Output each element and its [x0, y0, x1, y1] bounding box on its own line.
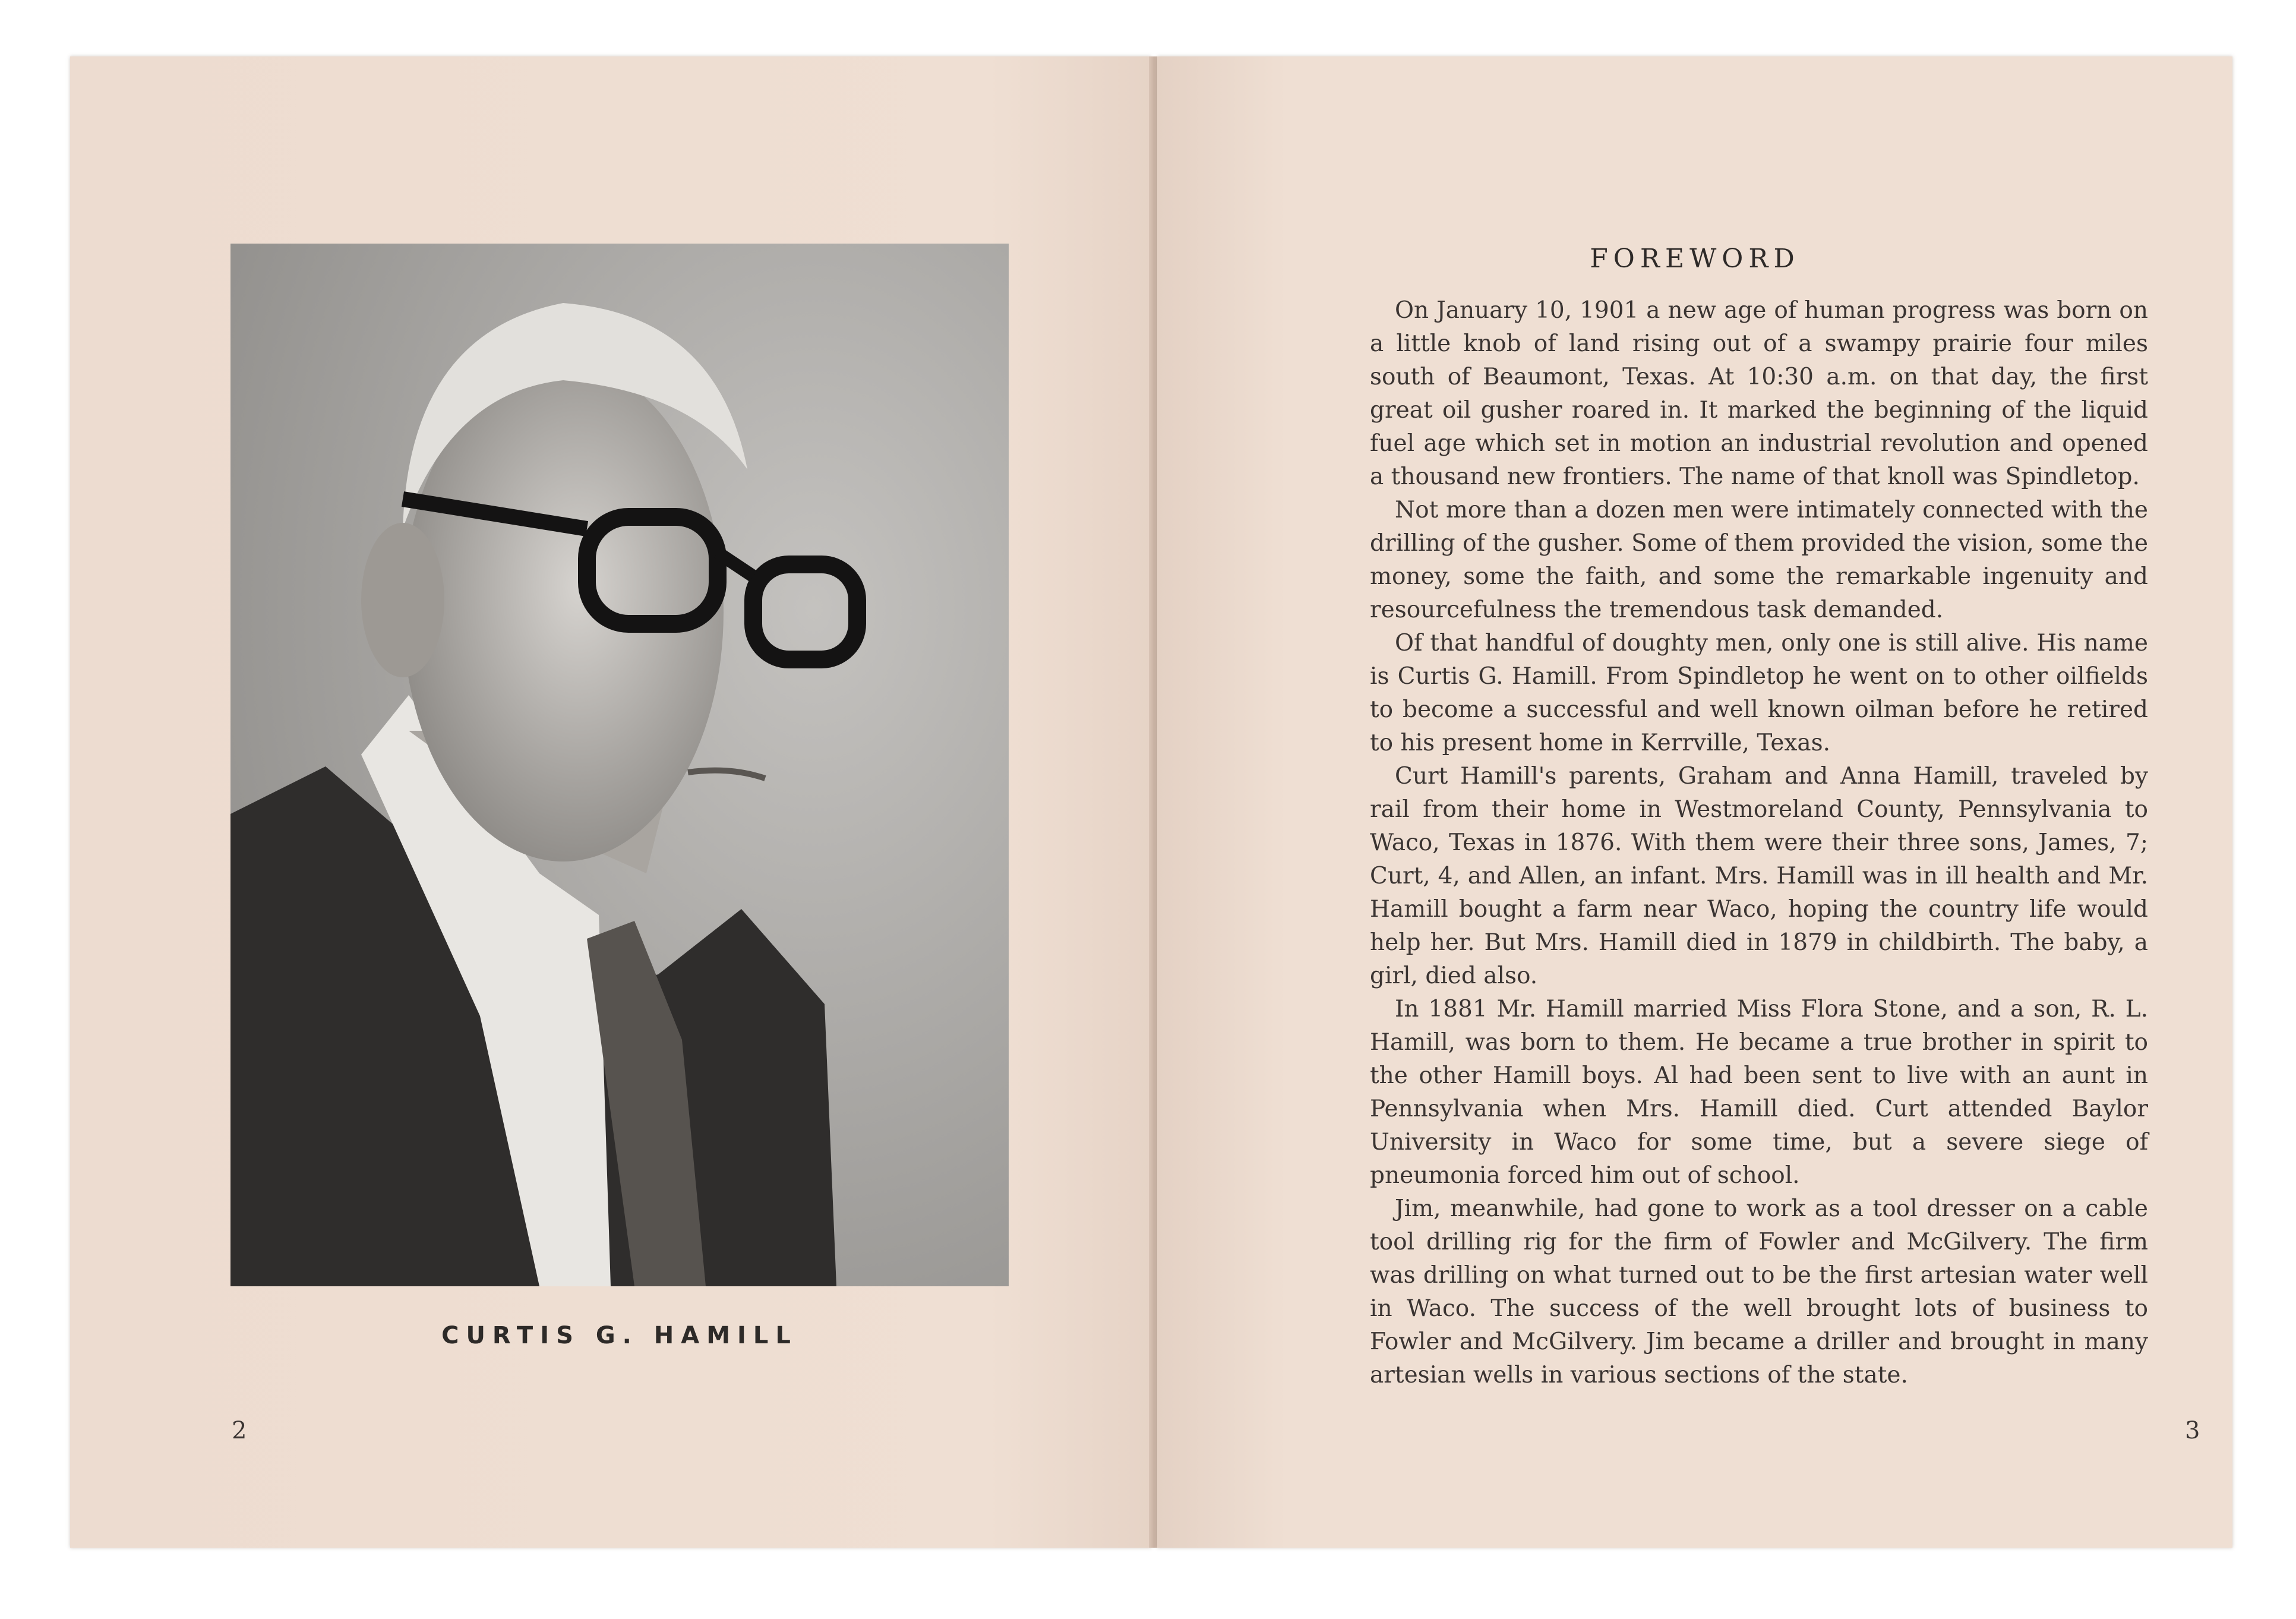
page-number-right: 3 — [2185, 1417, 2200, 1444]
left-page — [70, 56, 1151, 1548]
foreword-title: FOREWORD — [1590, 244, 1800, 274]
page-number-left: 2 — [232, 1417, 247, 1444]
paragraph: Jim, meanwhile, had gone to work as a tool dresser on a cable tool drilling rig for the firm of Fowler and McGilvery. The firm was drilling on what turned out to be the first artesian water well in Waco. The success of the well brought lots of business to Fowler and McGilvery. Jim became a driller and brought in many artesian wells in various sections of the state. — [1370, 1195, 2148, 1388]
paragraph: Not more than a dozen men were intimately connected with the drilling of the gusher. Some of them provided the vision, some the money, some the faith, and some the remarkable ingenuity and resourcefulness the tremendous task demanded. — [1370, 497, 2148, 623]
portrait-photo — [230, 244, 1009, 1286]
paragraph: In 1881 Mr. Hamill married Miss Flora Stone, and a son, R. L. Hamill, was born to them. He became a true brother in spirit to the other Hamill boys. Al had been sent to live with an aunt in Pennsylvania when Mrs. Hamill died. Curt attended Baylor University in Waco for some time, but a severe siege of pneumonia forced him out of school. — [1370, 996, 2148, 1189]
paragraph: Of that handful of doughty men, only one is still alive. His name is Curtis G. Hamill. From Spindletop he went on to other oilfields to become a successful and well known oilman before he retired to his present home in Kerrville, Texas. — [1370, 630, 2148, 756]
right-page — [1157, 56, 2232, 1548]
book-spread — [70, 56, 2232, 1548]
foreword-body — [1370, 294, 2148, 1392]
photo-caption: CURTIS G. HAMILL — [441, 1322, 798, 1349]
paragraph: Curt Hamill's parents, Graham and Anna Hamill, traveled by rail from their home in Westmoreland County, Pennsylvania to Waco, Texas in 1876. With them were their three sons, James, 7; Curt, 4, and Allen, an infant. Mrs. Hamill was in ill health and Mr. Hamill bought a farm near Waco, hoping the country life would help her. But Mrs. Hamill died in 1879 in childbirth. The baby, a girl, died also. — [1370, 763, 2148, 989]
paragraph: On January 10, 1901 a new age of human progress was born on a little knob of land rising out of a swampy prairie four miles south of Beaumont, Texas. At 10:30 a.m. on that day, the first great oil gusher roared in. It marked the beginning of the liquid fuel age which set in motion an industrial revolution and opened a thousand new frontiers. The name of that knoll was Spindletop. — [1370, 297, 2148, 490]
